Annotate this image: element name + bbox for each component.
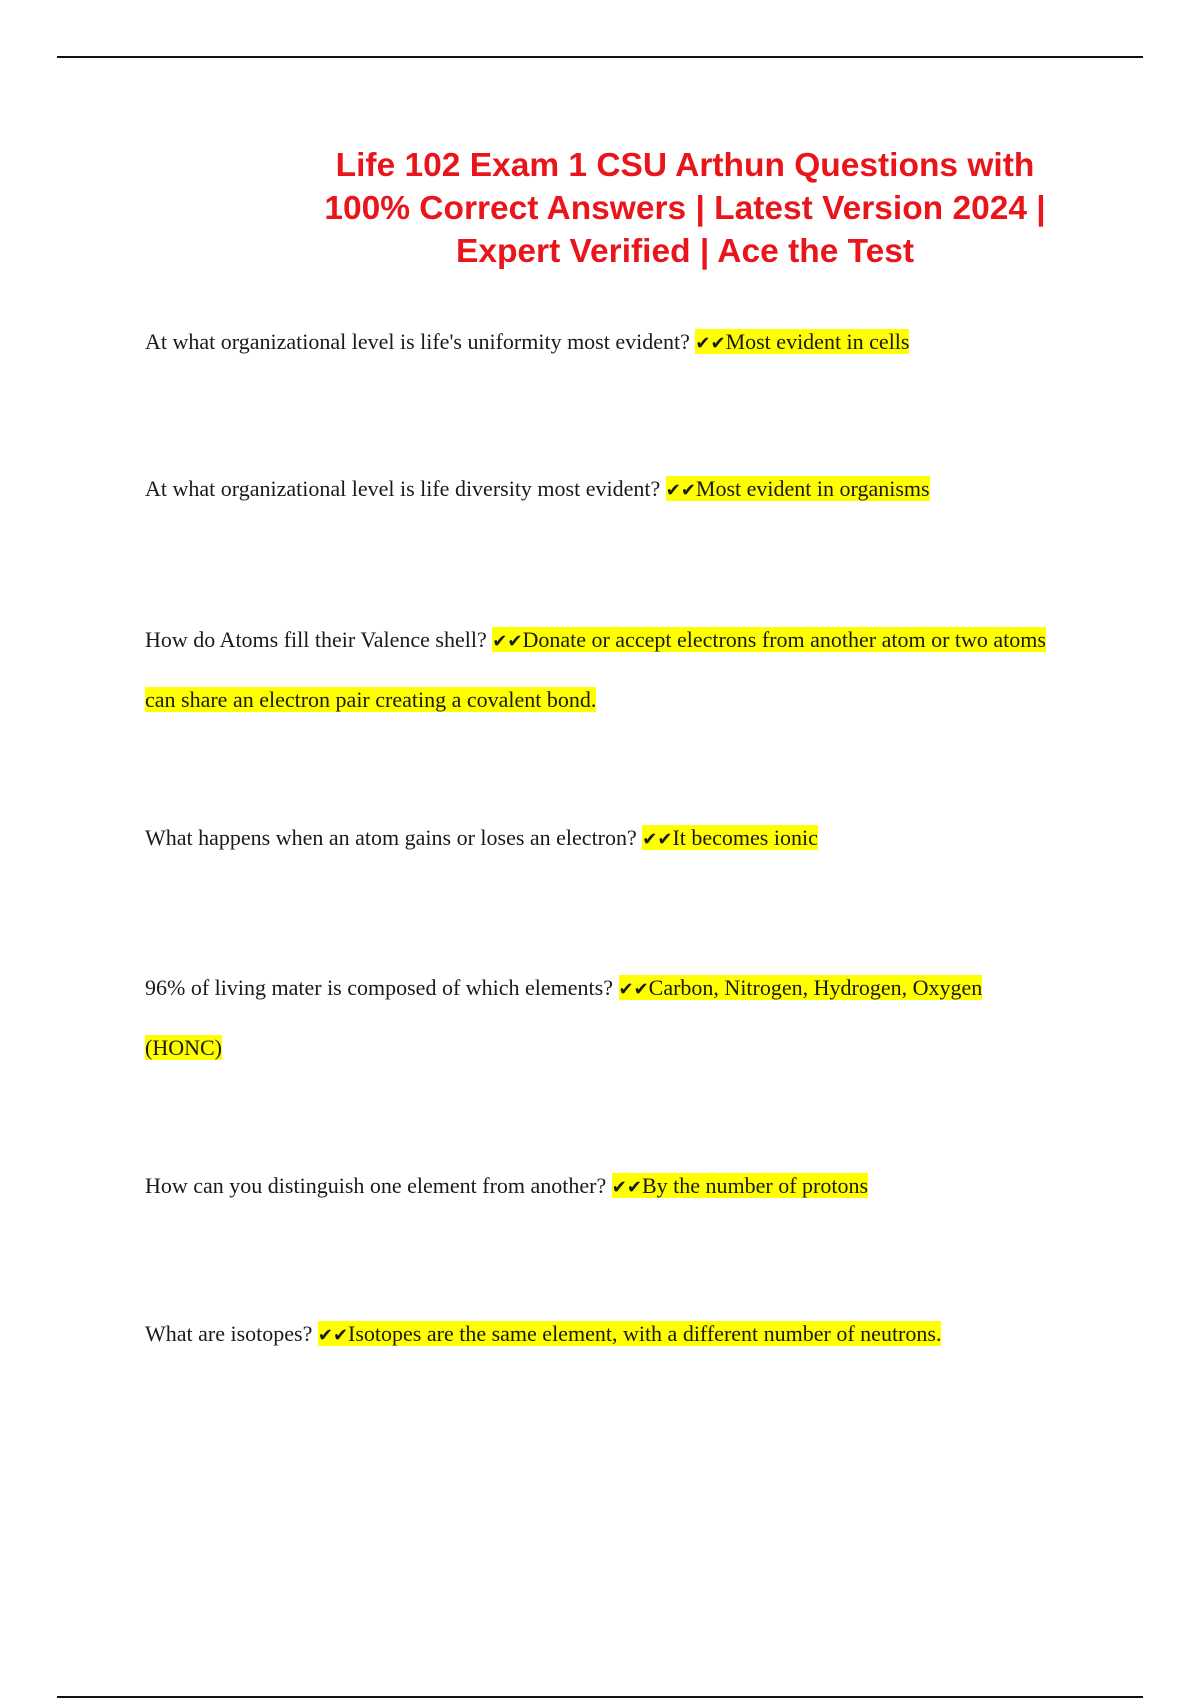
double-check-icon: ✔✔ [618,979,649,1000]
answer-text: Most evident in organisms [695,476,930,501]
answer-highlight [612,1173,868,1198]
question-text: What are isotopes? [145,1321,318,1346]
answer-text: Isotopes are the same element, with a different number of neutrons. [348,1321,942,1346]
bottom-rule [57,1696,1143,1698]
question-text: At what organizational level is life's uniformity most evident? [145,329,696,354]
document-title: Life 102 Exam 1 CSU Arthun Questions with 100% Correct Answers | Latest Version 2024 | Expert Verified | Ace the Test [324,147,1046,270]
qa-item-2 [145,460,1055,520]
qa-item-4 [145,809,1055,869]
double-check-icon: ✔✔ [492,631,523,652]
answer-text: Carbon, Nitrogen, Hydrogen, Oxygen (HONC) [145,975,983,1060]
question-text: How do Atoms fill their Valence shell? [145,627,493,652]
question-text: What happens when an atom gains or loses an electron? [145,825,643,850]
double-check-icon: ✔✔ [695,333,726,354]
double-check-icon: ✔✔ [665,480,696,501]
qa-item-1 [145,313,1055,373]
answer-highlight [642,825,818,850]
double-check-icon: ✔✔ [317,1325,349,1346]
question-text: How can you distinguish one element from another? [145,1173,612,1198]
qa-item-5 [145,959,1055,1077]
question-text: At what organizational level is life diversity most evident? [145,476,666,501]
answer-text: By the number of protons [641,1173,869,1198]
question-text: 96% of living mater is composed of which elements? [145,975,619,1000]
answer-text: Donate or accept electrons from another atom or two atoms can share an electron pair creating a covalent bond. [145,627,1046,712]
answer-highlight [666,476,930,501]
qa-item-7 [145,1305,1055,1365]
double-check-icon: ✔✔ [642,829,673,850]
double-check-icon: ✔✔ [611,1177,642,1198]
answer-text: Most evident in cells [725,329,910,354]
qa-item-6 [145,1157,1055,1217]
answer-text: It becomes ionic [672,825,818,850]
answer-highlight [318,1321,942,1346]
qa-item-3 [145,611,1055,729]
answer-highlight [695,329,909,354]
top-rule [57,56,1143,58]
